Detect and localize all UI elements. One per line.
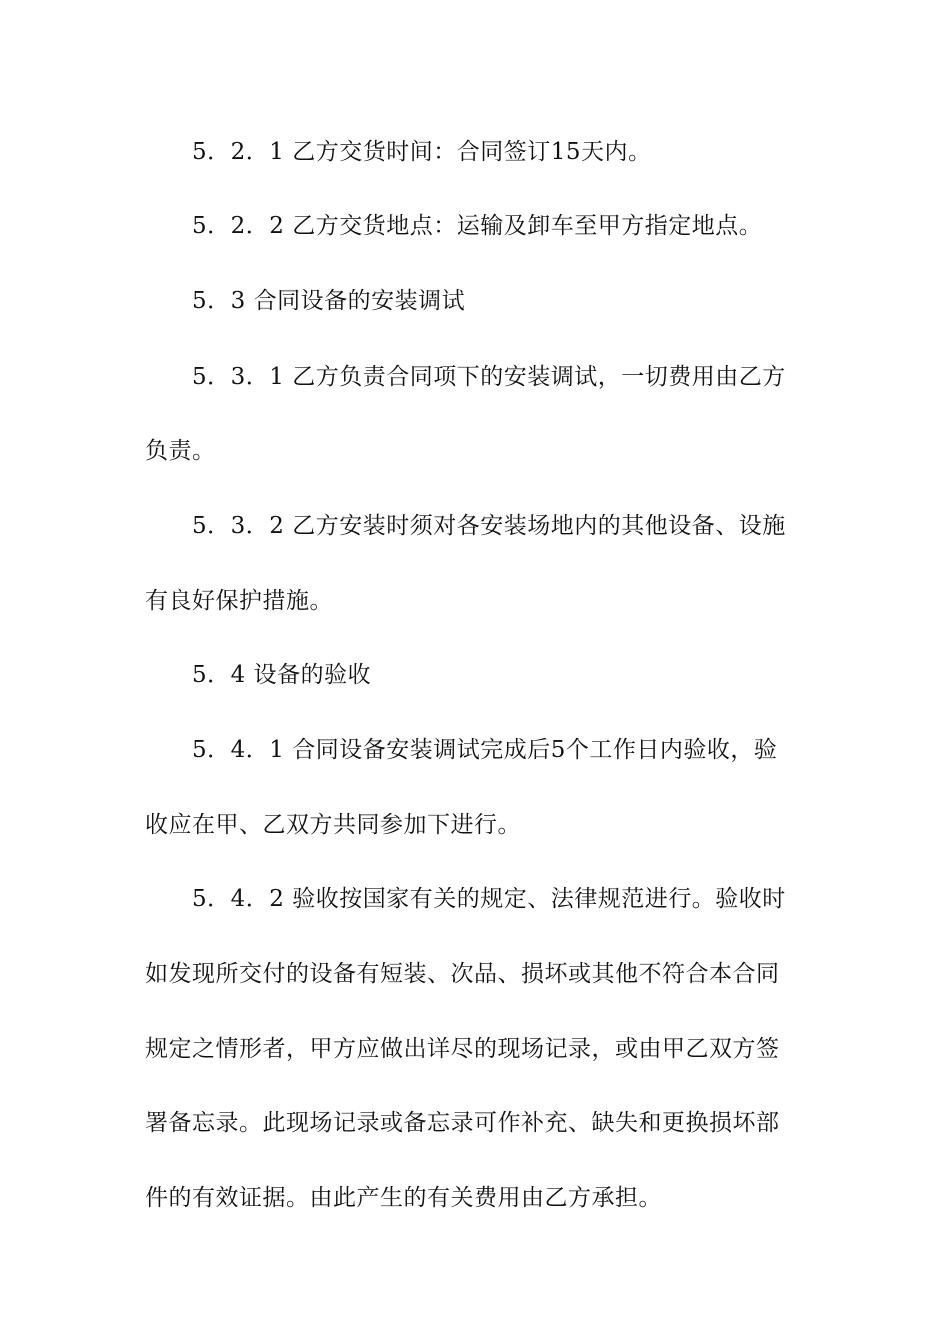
paragraph-5-4-1-line-1: 5．4．1 合同设备安装调试完成后5个工作日内验收，验: [192, 737, 778, 763]
paragraph-5-3-1-line-1: 5．3．1 乙方负责合同项下的安装调试，一切费用由乙方: [192, 364, 786, 390]
paragraph-5-2-1: 5．2．1 乙方交货时间：合同签订15天内。: [192, 139, 652, 165]
paragraph-5-4-2-line-4: 署备忘录。此现场记录或备忘录可作补充、缺失和更换损坏部: [145, 1110, 780, 1136]
heading-5-4: 5．4 设备的验收: [192, 662, 372, 688]
paragraph-5-3-1-line-2: 负责。: [145, 438, 216, 464]
paragraph-5-4-2-line-1: 5．4．2 验收按国家有关的规定、法律规范进行。验收时: [192, 886, 786, 912]
paragraph-5-3-2-line-1: 5．3．2 乙方安装时须对各安装场地内的其他设备、设施: [192, 513, 786, 539]
paragraph-5-4-1-line-2: 收应在甲、乙双方共同参加下进行。: [145, 812, 521, 838]
heading-5-3: 5．3 合同设备的安装调试: [192, 288, 466, 314]
paragraph-5-2-2: 5．2．2 乙方交货地点：运输及卸车至甲方指定地点。: [192, 213, 763, 239]
paragraph-5-4-2-line-3: 规定之情形者，甲方应做出详尽的现场记录，或由甲乙双方签: [145, 1036, 780, 1062]
paragraph-5-4-2-line-2: 如发现所交付的设备有短装、次品、损坏或其他不符合本合同: [145, 961, 780, 987]
paragraph-5-3-2-line-2: 有良好保护措施。: [145, 588, 333, 614]
paragraph-5-4-2-line-5: 件的有效证据。由此产生的有关费用由乙方承担。: [145, 1185, 662, 1211]
